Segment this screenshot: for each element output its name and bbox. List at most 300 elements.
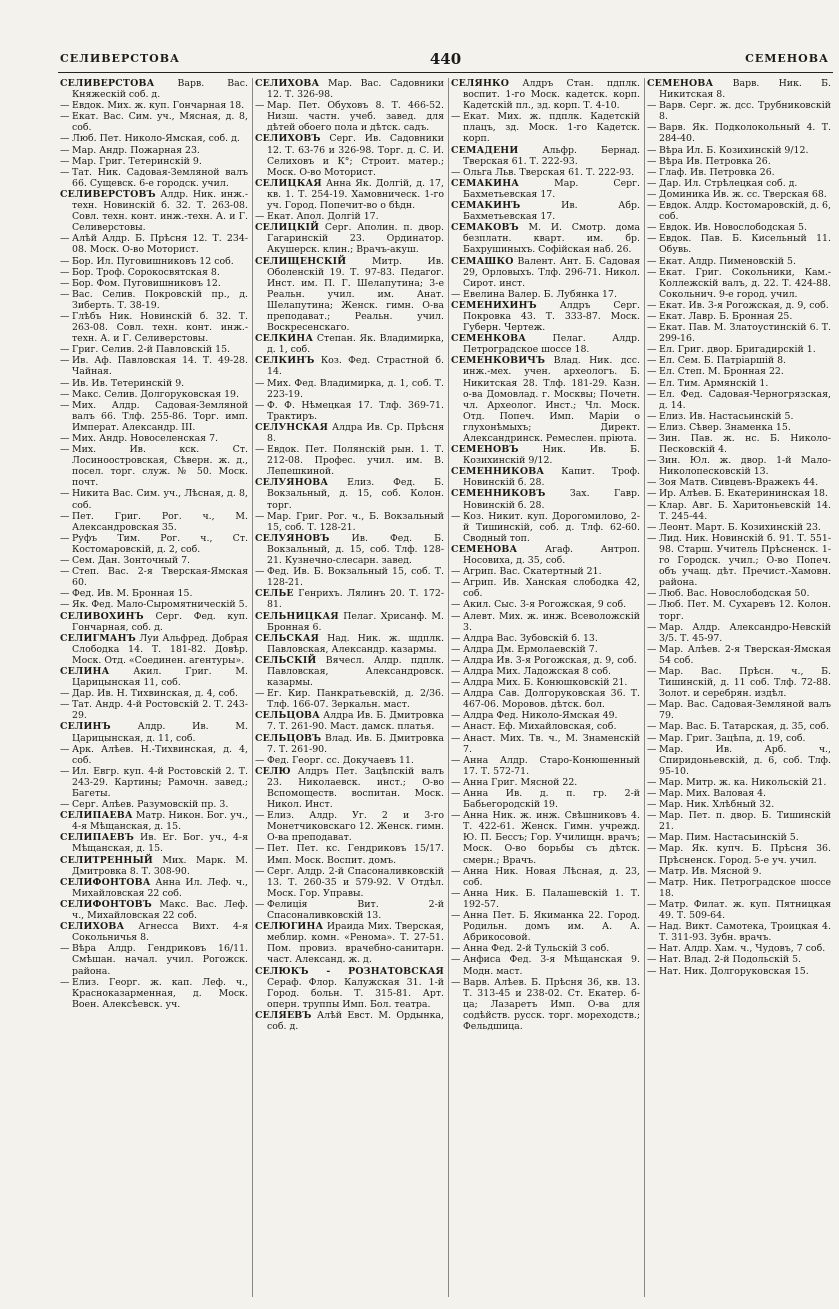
directory-entry-surname: [255, 533, 444, 566]
ditto-dash: —: [647, 532, 657, 544]
entry-text: Екат. Алдр. Пименовскій 5.: [659, 255, 796, 267]
ditto-dash: —: [60, 266, 70, 278]
ditto-dash: —: [60, 344, 70, 356]
entry-text: Мар. Андр. Пожарная 23.: [72, 144, 200, 156]
entry-text: Мих. Марк. М. Дмитровка 8. Т. 308-90.: [72, 854, 248, 877]
entry-surname: СЕМЕНОВА: [451, 543, 518, 555]
directory-entry: [60, 566, 248, 588]
directory-entry: [60, 100, 248, 111]
directory-entry: [647, 366, 831, 377]
ditto-dash: —: [60, 532, 70, 544]
entry-surname: СЕЛИЦКАЯ: [255, 177, 322, 189]
directory-entry-surname: [255, 133, 444, 177]
entry-text: Вѣра Ил. Б. Козихинскій 9/12.: [659, 144, 809, 156]
entry-surname: СЕЛИВЕРСТОВА: [60, 78, 155, 89]
directory-entry: [60, 699, 248, 721]
entry-text: Степ. Вас. 2-я Тверская-Ямская 60.: [72, 566, 248, 589]
ditto-dash: —: [451, 610, 461, 622]
entry-text: Ел. Григ. двор. Бригадирскій 1.: [659, 344, 816, 356]
directory-entry: [647, 256, 831, 267]
ditto-dash: —: [647, 943, 657, 955]
entry-surname: СЕЛИНЪ: [60, 721, 111, 733]
entry-text: Тат. Андр. 4-й Ростовскій 2. Т. 243-29.: [72, 699, 248, 722]
ditto-dash: —: [255, 754, 265, 766]
entry-text: Агнесса Вихт. 4-я Сокольничья 8.: [72, 921, 249, 944]
directory-entry: [647, 777, 831, 788]
ditto-dash: —: [647, 499, 657, 511]
entry-text: Анна Алдр. Старо-Конюшенный 17. Т. 572-71.: [463, 754, 640, 777]
entry-text: Сем. Дан. Зонточный 7.: [72, 555, 191, 567]
directory-entry: [60, 267, 248, 278]
directory-entry: [451, 910, 640, 943]
directory-entry: [647, 122, 831, 144]
ditto-dash: —: [255, 211, 265, 223]
entry-text: Ел. Степ. М. Бронная 22.: [659, 366, 784, 378]
directory-entry: [647, 178, 831, 189]
entry-text: Алдра Фед. Николо-Ямская 49.: [463, 710, 618, 722]
directory-entry: [60, 378, 248, 389]
directory-entry: [451, 954, 640, 976]
ditto-dash: —: [647, 388, 657, 400]
entry-text: Акил. Сыс. 3-я Рогожская, 9 соб.: [463, 599, 627, 611]
ditto-dash: —: [647, 344, 657, 356]
directory-entry-surname: [451, 300, 640, 333]
entry-text: Дар. Ил. Стрѣлецкая соб. д.: [659, 177, 798, 189]
entry-text: Глѣбъ Ник. Новинскій б. 32. Т. 263-08. Совл. техн. конт. инж.-техн. А. и Г. Селиверстовы.: [72, 310, 248, 345]
entry-text: Варв. Ник. Б. Никитская 8.: [659, 78, 831, 101]
entry-text: Сераф. Флор. Калужская 31. 1-й Город. больн. Т. 315-81. Арт. оперн. труппы Имп. Бол. театра.: [267, 976, 444, 1010]
entry-surname: СЕЛИХОВА: [255, 78, 320, 89]
entry-text: Мар. Пим. Настасьинскій 5.: [659, 832, 799, 844]
ditto-dash: —: [451, 776, 461, 788]
ditto-dash: —: [451, 111, 461, 123]
entry-text: Луи Альфред. Добрая Слободка 14. Т. 181-82. Довѣр. Моск. Отд. «Соединен. агентуры».: [72, 632, 249, 666]
directory-entry: [647, 378, 831, 389]
directory-entry: [647, 744, 831, 777]
directory-entry: [451, 644, 640, 655]
directory-entry-surname: [255, 256, 444, 334]
entry-surname: СЕЛЬСКАЯ: [255, 632, 320, 644]
directory-entry: [60, 278, 248, 289]
directory-entry: [451, 733, 640, 755]
directory-entry: [451, 511, 640, 544]
directory-entry: [647, 411, 831, 422]
entry-text: Мар. Ник. Хлѣбный 32.: [659, 799, 775, 811]
directory-entry-surname: [60, 855, 248, 877]
directory-entry: [255, 566, 444, 588]
ditto-dash: —: [255, 843, 265, 855]
entry-surname: СЕЛЬНИЦКАЯ: [255, 610, 339, 622]
directory-entry: [647, 145, 831, 156]
directory-entry: [451, 777, 640, 788]
entry-surname: СЕМЕНКОВИЧЪ: [451, 355, 546, 367]
entry-text: Алдръ Стан. пдплк. воспит. 1-го Моск. кадетск. корп. Кадетскій пл., зд. корп. Т. 4-10.: [463, 78, 640, 112]
directory-entry: [255, 444, 444, 477]
entry-surname: СЕМАКИНА: [451, 177, 520, 189]
directory-entry: [647, 189, 831, 200]
ditto-dash: —: [647, 621, 657, 633]
entry-text: Пелаг. Хрисанф. М. Бронная 6.: [267, 610, 445, 633]
entry-text: Агрип. Вас. Скатертный 21.: [463, 566, 602, 578]
entry-text: Руфъ Тим. Рог. ч., Ст. Костомаровскій, д. 2, соб.: [72, 532, 248, 555]
entry-surname: СЕЛКИНА: [255, 333, 314, 345]
entry-text: Люб. Пет. Николо-Ямская, соб. д.: [72, 133, 240, 145]
entry-text: Мих. Алдр. Садовая-Земляной валъ 66. Тлф. 255-86. Торг. имп. Императ. Александр. III.: [72, 399, 248, 433]
entry-text: Евдок. Пет. Полянскій рын. 1. Т. 212-08. Профес. учил. им. В. Лепешкиной.: [267, 444, 444, 478]
entry-text: Анна Ил. Леф. ч., Михайловская 22 соб.: [72, 876, 248, 899]
ditto-dash: —: [60, 144, 70, 156]
directory-entry-surname: [451, 78, 640, 111]
entry-text: Алдра Дм. Ермолаевскій 7.: [463, 643, 598, 655]
entry-text: Анна Пет. Б. Якиманка 22. Город. Родильн. домъ им. А. А. Абрикосовой.: [463, 910, 640, 944]
entry-text: Ил. Евгр. куп. 4-й Ростовскій 2. Т. 243-29. Картины; Рамочн. завед.; Багеты.: [72, 765, 248, 799]
directory-entry-surname: [255, 588, 444, 610]
ditto-dash: —: [60, 699, 70, 711]
entry-text: Коз. Никит. куп. Дорогомилово, 2-й Тишинскій, соб. д. Тлф. 62-60. Сводный топ.: [463, 510, 640, 544]
directory-entry-surname: [451, 444, 640, 466]
entry-text: Альфр. Бернад. Тверская 61. Т. 222-93.: [463, 144, 640, 167]
directory-entry: [60, 289, 248, 311]
entry-surname: СЕЛУЯНОВЪ: [255, 532, 330, 544]
entry-text: Мар. Алдр. Александро-Невскій 3/5. Т. 45-97.: [659, 621, 831, 644]
entry-text: Макс. Селив. Долгоруковская 19.: [72, 388, 240, 400]
directory-entry: [647, 522, 831, 533]
directory-entry: [60, 688, 248, 699]
entry-surname: СЕЛИХОВЪ: [255, 133, 321, 145]
ditto-dash: —: [60, 566, 70, 578]
directory-entry: [451, 566, 640, 577]
column-3: [449, 78, 645, 1297]
directory-entry: [255, 755, 444, 766]
entry-surname: СЕМЕНОВЪ: [451, 444, 519, 456]
entry-text: Ир. Алѣев. Б. Екатерининская 18.: [659, 488, 829, 500]
directory-entry-surname: [60, 832, 248, 854]
entry-text: Агрип. Ив. Ханская слободка 42, соб.: [463, 577, 640, 600]
entry-text: Алдр. Ник. инж.-техн. Новинскій б. 32. Т. 263-08. Совл. техн. конт. инж.-техн. А. и Г. Селиверстовы.: [72, 188, 248, 234]
directory-entry: [451, 289, 640, 300]
directory-entry-surname: [451, 466, 640, 488]
directory-entry-surname: [60, 899, 248, 921]
ditto-dash: —: [647, 665, 657, 677]
entry-text: Ив. Аф. Павловская 14. Т. 49-28. Чайная.: [72, 355, 248, 378]
entry-text: Екат. Лавр. Б. Бронная 25.: [659, 310, 793, 322]
directory-entry-surname: [255, 333, 444, 355]
ditto-dash: —: [647, 732, 657, 744]
directory-entry: [647, 943, 831, 954]
entry-text: Мар. Вас. Садовники 12. Т. 326-98.: [267, 78, 445, 101]
page-number: 440: [429, 50, 462, 68]
header-right-guideword: СЕМЕНОВА: [745, 52, 829, 65]
entry-text: Агаф. Антроп. Носовиха, д. 35, соб.: [463, 543, 640, 567]
directory-entry: [647, 455, 831, 477]
ditto-dash: —: [60, 100, 70, 112]
entry-text: Мих. Андр. Новоселенская 7.: [72, 433, 219, 444]
ditto-dash: —: [451, 954, 461, 966]
entry-text: Алдръ Серг. Покровка 43. Т. 333-87. Моск. Губерн. Чертеж.: [463, 299, 640, 334]
directory-entry-surname: [451, 200, 640, 222]
entry-surname: СЕЛЮКЪ - РОЗНАТОВСКАЯ: [255, 965, 444, 977]
directory-entry: [647, 500, 831, 522]
ditto-dash: —: [60, 555, 70, 567]
directory-entry-surname: [451, 355, 640, 444]
entry-text: Елиз. Ив. Настасьинскій 5.: [659, 410, 794, 422]
directory-entry: [647, 167, 831, 178]
entry-surname: СЕЛИФОНТОВЪ: [60, 898, 152, 910]
column-4: [645, 78, 835, 1297]
entry-text: Тат. Ник. Садовая-Земляной валъ 66. Сущевск. 6-е городск. учил.: [72, 166, 248, 189]
entry-text: Екат. Пав. М. Златоустинскій 6. Т. 299-16.: [659, 322, 831, 345]
directory-entry-surname: [647, 78, 831, 100]
entry-surname: СЕЛИЦКІЙ: [255, 222, 320, 234]
entry-text: Варв. Як. Подколокольный 4. Т. 284-40.: [659, 122, 831, 145]
ditto-dash: —: [451, 721, 461, 733]
entry-text: Евдок. Алдр. Костомаровскій, д. 6, соб.: [659, 200, 831, 223]
ditto-dash: —: [647, 876, 657, 888]
ditto-dash: —: [647, 643, 657, 655]
entry-text: Ник. Ив. Б. Козихинскій 9/12.: [463, 444, 641, 467]
ditto-dash: —: [60, 765, 70, 777]
directory-entry: [60, 444, 248, 488]
entry-text: Акил. Григ. М. Царицынская 11, соб.: [72, 665, 248, 689]
directory-entry: [647, 699, 831, 721]
ditto-dash: —: [451, 976, 461, 988]
entry-text: Алдр. Ив. М. Царицынская, д. 11, соб.: [72, 721, 248, 744]
directory-entry: [647, 344, 831, 355]
ditto-dash: —: [647, 832, 657, 844]
directory-entry: [255, 400, 444, 422]
directory-entry: [647, 100, 831, 122]
directory-entry: [647, 389, 831, 411]
directory-entry-surname: [60, 78, 248, 100]
entry-text: Пет. Пет. кс. Гендриковъ 15/17. Имп. Моск. Воспит. домъ.: [267, 843, 444, 866]
directory-entry: [647, 622, 831, 644]
directory-entry: [647, 899, 831, 921]
entry-text: Як. Фед. Мало-Сыромятническій 5.: [72, 599, 248, 611]
directory-entry: [451, 721, 640, 732]
entry-text: Алдра Мих. Ладожская 8 соб.: [463, 665, 612, 677]
entry-text: Фед. Ив. М. Бронная 15.: [72, 588, 193, 600]
ditto-dash: —: [60, 288, 70, 300]
directory-entry: [647, 799, 831, 810]
directory-entry: [255, 688, 444, 710]
ditto-dash: —: [451, 599, 461, 611]
entry-text: Ел. Тим. Армянскій 1.: [659, 377, 769, 389]
ditto-dash: —: [647, 776, 657, 788]
entry-text: Люб. Вас. Новослободская 50.: [659, 588, 810, 600]
directory-entry: [647, 156, 831, 167]
directory-entry: [60, 588, 248, 599]
entry-text: Алдра Мих. Б. Конюшковскій 21.: [463, 677, 628, 689]
directory-entry: [451, 633, 640, 644]
entry-text: Ел. Фед. Садовая-Черногрязская, д. 14.: [659, 388, 831, 411]
ditto-dash: —: [647, 699, 657, 711]
ditto-dash: —: [647, 144, 657, 156]
entry-surname: СЕМЕННИКОВА: [451, 466, 545, 478]
entry-text: Бор. Ил. Пуговишниковъ 12 соб.: [72, 255, 234, 267]
entry-text: Елиз. Алдр. Уг. 2 и 3-го Монетчиковскаго 12. Женск. гимн. О-ва преподават.: [267, 810, 444, 844]
directory-entry: [255, 866, 444, 899]
directory-entry: [255, 810, 444, 843]
directory-entry: [647, 810, 831, 832]
directory-entry-surname: [255, 78, 444, 100]
directory-entry: [255, 511, 444, 533]
directory-entry: [255, 378, 444, 400]
ditto-dash: —: [255, 898, 265, 910]
directory-entry: [647, 877, 831, 899]
ditto-dash: —: [451, 654, 461, 666]
entry-surname: СЕЛИХОВА: [60, 921, 125, 933]
entry-text: Пелаг. Алдр. Петроградское шоссе 18.: [463, 333, 641, 356]
entry-text: Мар. Григ. Тетеринскій 9.: [72, 155, 202, 167]
directory-entry-surname: [255, 710, 444, 732]
entry-text: Капит. Троф. Новинскій б. 28.: [463, 466, 640, 489]
entry-text: Над. Викт. Самотека, Троицкая 4. Т. 311-93. Зубн. врачъ.: [659, 921, 831, 944]
directory-entry: [255, 843, 444, 865]
ditto-dash: —: [647, 366, 657, 378]
directory-entry: [451, 611, 640, 633]
entry-text: Алѣй Евст. М. Ордынка, соб. д.: [267, 1009, 444, 1032]
entry-text: Мар. Пет. п. двор. Б. Тишинскій 21.: [659, 810, 831, 833]
entry-text: Алѣй Алдр. Б. Прѣсня 12. Т. 234-08. Моск. О-во Моторист.: [72, 233, 248, 256]
directory-entry: [60, 433, 248, 444]
entry-text: Екат. Григ. Сокольники, Кам.-Коллежскій валъ, д. 22. Т. 424-88. Сокольнич. 9-е город. учил.: [659, 266, 831, 300]
entry-surname: СЕЛЬЦОВА: [255, 710, 321, 722]
ditto-dash: —: [647, 233, 657, 245]
directory-entry: [451, 943, 640, 954]
ditto-dash: —: [60, 377, 70, 389]
entry-text: Анфиса Фед. 3-я Мѣщанская 9. Модн. маст.: [463, 954, 640, 977]
ditto-dash: —: [647, 377, 657, 389]
entry-surname: СЕЛИГМАНЪ: [60, 632, 136, 644]
directory-entry-surname: [451, 222, 640, 255]
entry-text: Мар. Алѣев. 2-я Тверская-Ямская 54 соб.: [659, 643, 831, 666]
entry-text: Серг. Аполин. п. двор. Гагаринскій 23. Ординатор. Акушерск. клин.; Врачъ-акуш.: [267, 222, 444, 256]
ditto-dash: —: [647, 521, 657, 533]
directory-entry: [647, 533, 831, 588]
directory-entry-surname: [60, 877, 248, 899]
entry-text: Екат. Вас. Сим. уч., Мясная, д. 8, соб.: [72, 111, 248, 134]
entry-text: Ег. Кир. Панкратьевскій, д. 2/36. Тлф. 166-07. Зеркальн. маст.: [267, 688, 444, 711]
entry-surname: СЕЛИВЕРСТОВЪ: [60, 188, 156, 200]
entry-text: Матр. Ник. Петроградское шоссе 18.: [659, 876, 831, 899]
entry-surname: СЕЛИЩЕНСКІЙ: [255, 255, 347, 267]
ditto-dash: —: [451, 566, 461, 578]
directory-entry: [60, 311, 248, 344]
entry-surname: СЕЛЬЦОВЪ: [255, 732, 322, 744]
directory-entry: [255, 100, 444, 133]
entry-text: Евдок. Пав. Б. Кисельный 11. Обувь.: [659, 233, 831, 256]
entry-text: Влад. Ник. дсс. инж.-мех. учен. археологъ. Б. Никитская 28. Тлф. 181-29. Казн. о-ва Домовлад. г. Москвы; Почетн. чл. Археолог. Инст.; Чл. Моск. Отд. Попеч. Имп. Маріи о глухонѣмыхъ; Директ. Александринск. Ремеслен. пріюта.: [463, 355, 641, 444]
ditto-dash: —: [451, 166, 461, 178]
entry-surname: СЕЛИТРЕННЫЙ: [60, 854, 153, 866]
entry-text: Клар. Авг. Б. Харитоньевскій 14. Т. 245-44.: [659, 499, 831, 522]
ditto-dash: —: [60, 588, 70, 600]
ditto-dash: —: [647, 188, 657, 200]
ditto-dash: —: [60, 166, 70, 178]
ditto-dash: —: [60, 688, 70, 700]
directory-entry: [60, 344, 248, 355]
column-1: [58, 78, 253, 1297]
directory-entry: [60, 145, 248, 156]
entry-text: Анна Ник. Новая Лѣсная, д. 23, соб.: [463, 865, 640, 888]
entry-text: Евдок. Мих. ж. куп. Гончарная 18.: [72, 100, 245, 112]
entry-text: Мар. Мих. Валовая 4.: [659, 788, 767, 799]
ditto-dash: —: [255, 566, 265, 578]
entry-text: Анна Як. Долгій, д. 17, кв. 1. Т. 254-19. Хамовническ. 1-го уч. Город. Попечит-во о бѣдн.: [267, 177, 444, 212]
ditto-dash: —: [451, 577, 461, 589]
directory-entry-surname: [255, 178, 444, 211]
entry-text: Глаф. Ив. Петровка 26.: [659, 166, 775, 178]
directory-entry: [647, 921, 831, 943]
directory-entry: [647, 200, 831, 222]
ditto-dash: —: [255, 377, 265, 389]
entry-text: Серг. Алдр. 2-й Спасоналивковскій 13. Т. 260-35 и 579-92. V Отдѣл. Моск. Гор. Управы.: [267, 865, 444, 899]
ditto-dash: —: [451, 810, 461, 822]
ditto-dash: —: [60, 155, 70, 167]
entry-text: Зах. Гавр. Новинскій б. 28.: [463, 488, 640, 511]
entry-surname: СЕЛИПАЕВЪ: [60, 832, 135, 844]
directory-entry: [647, 588, 831, 599]
directory-entry: [255, 211, 444, 222]
entry-surname: СЕЛУНСКАЯ: [255, 421, 329, 433]
ditto-dash: —: [451, 732, 461, 744]
ditto-dash: —: [647, 410, 657, 422]
directory-entry: [60, 799, 248, 810]
entry-surname: СЕЛЬСКІЙ: [255, 654, 317, 666]
directory-entry: [60, 355, 248, 377]
entry-text: Евдок. Ив. Новослободская 5.: [659, 222, 807, 234]
column-2: [253, 78, 449, 1297]
entry-text: Алдра Вас. Зубовскій б. 13.: [463, 632, 598, 644]
entry-text: Мар. Вас. Б. Татарская, д. 35, соб.: [659, 721, 830, 733]
directory-entry: [647, 666, 831, 699]
entry-text: Мар. Григ. Рог. ч., Б. Вокзальный 15, соб. Т. 128-21.: [267, 510, 444, 533]
entry-text: Екат. Мих. ж. пдплк. Кадетскій плацъ, зд. Моск. 1-го Кадетск. корп.: [463, 111, 640, 145]
ditto-dash: —: [60, 233, 70, 245]
directory-entry: [60, 488, 248, 510]
directory-entry: [451, 677, 640, 688]
ditto-dash: —: [60, 310, 70, 322]
entry-text: Серг. Фед. куп. Гончарная, соб. д.: [72, 610, 249, 633]
entry-text: Ив. Ив. Тетеринскій 9.: [72, 377, 185, 389]
directory-entry: [647, 433, 831, 455]
entry-text: Леонт. Март. Б. Козихинскій 23.: [659, 521, 821, 533]
entry-surname: СЕЛИВОХИНЪ: [60, 610, 144, 622]
ditto-dash: —: [255, 444, 265, 456]
ditto-dash: —: [647, 222, 657, 234]
entry-surname: СЕЛЯЕВЪ: [255, 1009, 312, 1021]
ditto-dash: —: [647, 100, 657, 112]
ditto-dash: —: [60, 488, 70, 500]
ditto-dash: —: [60, 355, 70, 367]
directory-entry: [647, 488, 831, 499]
directory-entry: [647, 222, 831, 233]
entry-text: Коз. Фед. Страстной б. 14.: [267, 355, 444, 378]
ditto-dash: —: [451, 632, 461, 644]
directory-entry: [647, 843, 831, 865]
entry-surname: СЕЛИФОНТОВА: [60, 876, 151, 888]
entry-text: Ив. Абр. Бахметьевская 17.: [463, 200, 640, 223]
ditto-dash: —: [60, 277, 70, 289]
ditto-dash: —: [647, 433, 657, 444]
directory-entry: [647, 300, 831, 311]
directory-entry: [451, 755, 640, 777]
entry-text: Мар. Як. купч. Б. Прѣсня 36. Прѣсненск. Город. 5-е уч. учил.: [659, 843, 831, 866]
entry-surname: СЕМЕНОВА: [647, 78, 714, 89]
entry-surname: СЕМАШКО: [451, 255, 514, 267]
entry-surname: СЕМАКОВЪ: [451, 222, 519, 234]
entry-surname: СЕМАДЕНИ: [451, 144, 519, 156]
